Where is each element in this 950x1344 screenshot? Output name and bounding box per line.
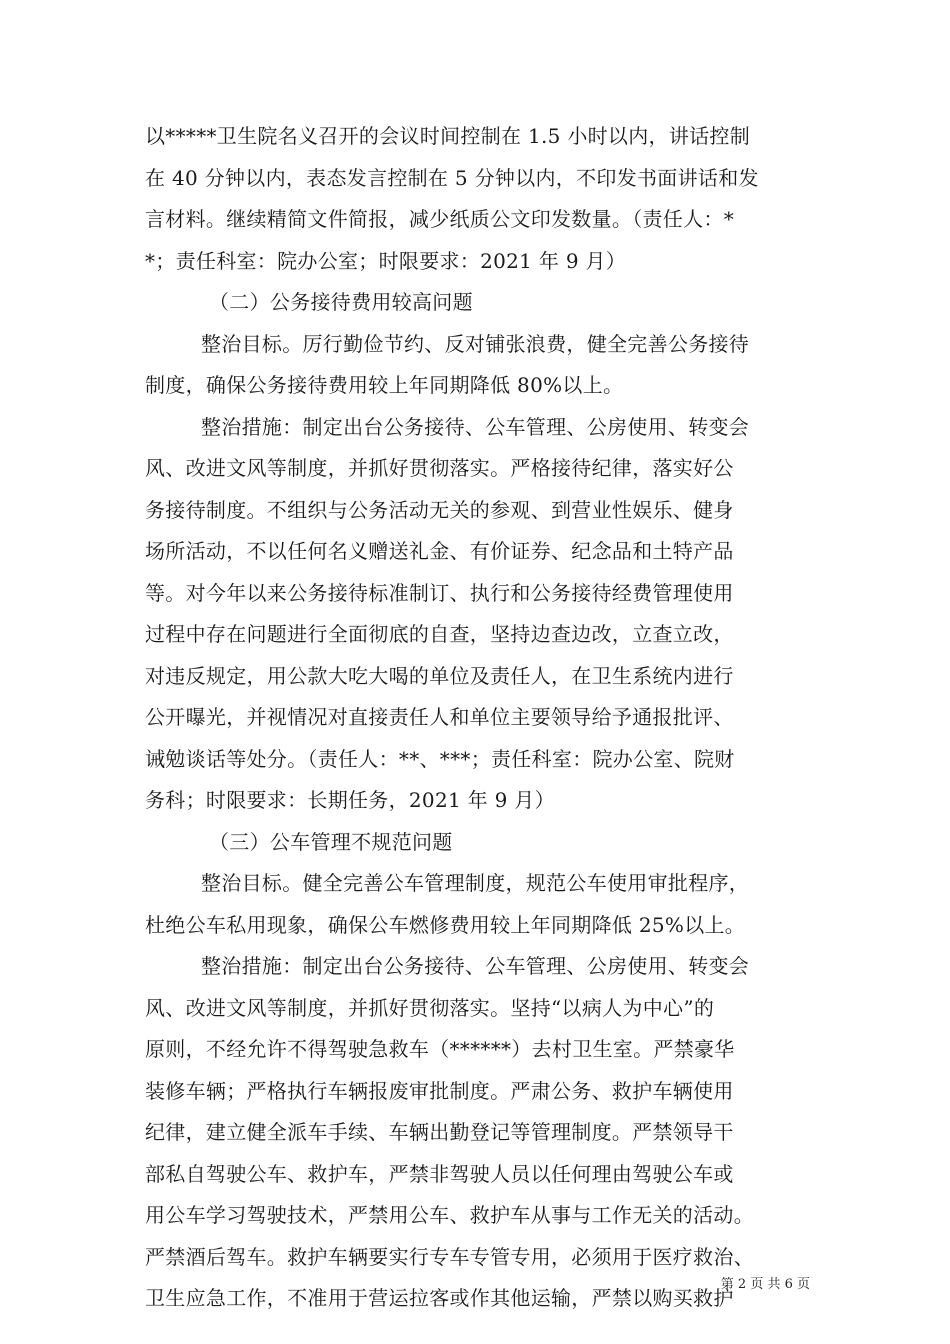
paragraph-line: 原则，不经允许不得驾驶急救车（******）去村卫生室。严禁豪华 [145,1037,735,1061]
paragraph-line: *；责任科室：院办公室；时限要求：2021 年 9 月） [145,248,627,273]
paragraph-line: 场所活动，不以任何名义赠送礼金、有价证券、纪念品和土特产品 [145,539,734,563]
paragraph-line: 对违反规定，用公款大吃大喝的单位及责任人，在卫生系统内进行 [145,663,734,688]
paragraph-line: 以*****卫生院名义召开的会议时间控制在 1.5 小时以内，讲话控制 [145,124,751,148]
section-heading: （三）公车管理不规范问题 [209,829,453,854]
paragraph-line: 部私自驾驶公车、救护车，严禁非驾驶人员以任何理由驾驶公车或 [145,1161,734,1186]
paragraph-line: 务科；时限要求：长期任务，2021 年 9 月） [145,788,555,812]
paragraph-line: 诫勉谈话等处分。（责任人：**、***；责任科室：院办公室、院财 [145,746,735,771]
paragraph-line: 纪律，建立健全派车手续、车辆出勤登记等管理制度。严禁领导干 [145,1120,734,1144]
paragraph-line: 言材料。继续精简文件简报，减少纸质公文印发数量。（责任人：* [145,207,734,231]
paragraph-line: 过程中存在问题进行全面彻底的自查，坚持边查边改，立查立改， [145,622,734,646]
paragraph-line: 整治措施：制定出台公务接待、公车管理、公房使用、转变会 [201,954,750,978]
paragraph-line: 整治目标。厉行勤俭节约、反对铺张浪费，健全完善公务接待 [201,331,750,356]
page-number: 第 2 页 共 6 页 [720,1277,810,1292]
paragraph-line: 公开曝光，并视情况对直接责任人和单位主要领导给予通报批评、 [145,705,734,729]
paragraph-line: 风、改进文风等制度，并抓好贯彻落实。严格接待纪律，落实好公 [145,456,734,480]
paragraph-line: 卫生应急工作，不准用于营运拉客或作其他运输，严禁以购买救护 [145,1286,734,1310]
paragraph-line: 风、改进文风等制度，并抓好贯彻落实。坚持“以病人为中心”的 [145,995,715,1020]
paragraph-line: 在 40 分钟以内，表态发言控制在 5 分钟以内，不印发书面讲话和发 [145,165,759,190]
paragraph-line: 整治目标。健全完善公车管理制度，规范公车使用审批程序， [201,871,750,895]
paragraph-line: 用公车学习驾驶技术，严禁用公车、救护车从事与工作无关的活动。 [145,1203,754,1227]
paragraph-line: 装修车辆；严格执行车辆报废审批制度。严肃公务、救护车辆使用 [145,1078,734,1103]
paragraph-line: 杜绝公车私用现象，确保公车燃修费用较上年同期降低 25%以上。 [145,912,746,937]
paragraph-line: 严禁酒后驾车。救护车辆要实行专车专管专用，必须用于医疗救治、 [145,1244,754,1269]
document-body [145,116,825,1320]
section-heading: （二）公务接待费用较高问题 [209,290,473,314]
paragraph-line: 等。对今年以来公务接待标准制订、执行和公务接待经费管理使用 [145,580,734,605]
paragraph-line: 整治措施：制定出台公务接待、公车管理、公房使用、转变会 [201,414,750,439]
paragraph-line: 务接待制度。不组织与公务活动无关的参观、到营业性娱乐、健身 [145,497,734,522]
paragraph-line: 制度，确保公务接待费用较上年同期降低 80%以上。 [145,373,624,397]
